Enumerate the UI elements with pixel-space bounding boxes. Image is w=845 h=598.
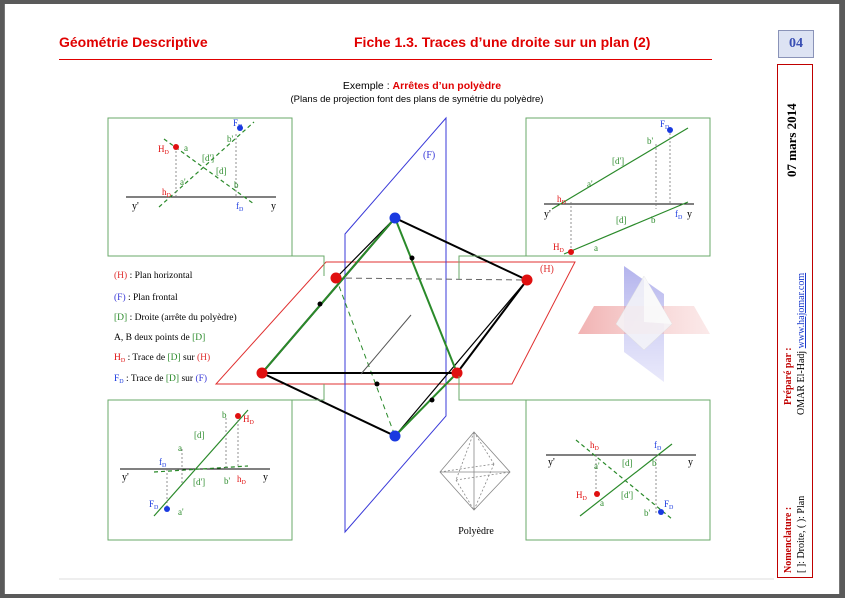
y-prime-label: y' [544,209,551,220]
y-label: y [688,457,693,468]
edge-lower-right [395,280,527,436]
label-d-prime: [d'] [612,156,625,166]
trace-hd [594,491,600,497]
label-f-d: $f_D$ [159,457,167,469]
label-h-d: $h_D$ [557,194,566,206]
main-figure [4,4,774,594]
label-b-prime: b' [224,476,231,486]
epure-box-tl [108,118,292,256]
plane-f [345,118,446,532]
line-d [154,410,248,516]
trace-point [318,302,323,307]
y-label: y [263,472,268,483]
label-hd: $H_D$ [158,144,169,156]
rendered-3d-thumbnail [578,266,710,382]
label-d-prime: [d'] [193,477,206,487]
label-d: [d] [616,215,627,225]
label-hd: $H_D$ [553,242,564,254]
legend-h: (H) : Plan horizontal [114,271,193,281]
connector-bl [292,384,324,400]
legend [114,270,237,385]
label-h-d: $h_D$ [590,440,599,452]
vertex-back [331,273,342,284]
y-label: y [687,209,692,220]
label-d: [d] [194,430,205,440]
label-b: b [651,215,656,225]
intro-highlight: Arrêtes d’un polyèdre [392,80,502,92]
hidden-edge-back [336,278,527,280]
epure-box-tr [526,118,710,256]
label-plane-h: (H) [540,264,554,275]
vertex-bottom [390,431,401,442]
label-d-prime: [d'] [202,153,215,163]
legend-d: [D] : Droite (arrête du polyèdre) [114,313,237,323]
connector-tl [292,256,324,276]
info-sidebar [777,64,813,578]
vertex-left [257,368,268,379]
author-name: OMAR El-Hadj [796,350,807,415]
subject-title: Géométrie Descriptive [59,34,208,50]
inner-axis [361,315,411,374]
page-number: 04 [778,30,814,58]
label-plane-f: (F) [423,150,436,161]
legend-f: (F) : Plan frontal [114,293,178,303]
epure-box-br [526,400,710,540]
polyhedron-caption: Polyèdre [458,526,494,537]
label-d-prime: [d'] [621,490,634,500]
label-b: b [234,180,239,190]
label-d: [d] [622,458,633,468]
label-f-d: $f_D$ [654,440,662,452]
vertex-right [522,275,533,286]
edge-d-left [262,218,395,373]
label-b: b [652,458,657,468]
label-h-d: $h_D$ [237,474,246,486]
label-a: a [178,443,182,453]
prepared-by-label: Préparé par : [783,347,794,405]
trace-fd [658,509,664,515]
label-hd: $H_D$ [243,414,254,426]
trace-point [410,256,415,261]
label-b-prime: b' [227,134,234,144]
legend-hd: $H_D$ : Trace de [D] sur (H) [114,353,211,364]
epure-box-bl [108,400,292,540]
label-fd: $F_D$ [149,499,159,511]
label-f-d: $f_D$ [236,201,244,213]
nomenclature-label: Nomenclature : [783,506,794,573]
y-prime-label: y' [548,457,555,468]
line-d [564,202,688,254]
label-fd: $F_D$ [233,118,243,130]
label-a-prime: a' [587,179,593,189]
label-a: a [594,243,598,253]
polyhedron-upper-edges [262,218,527,373]
label-a: a [184,143,188,153]
legend-fd: $F_D$ : Trace de [D] sur (F) [114,374,208,385]
y-prime-label: y' [122,472,129,483]
label-hd: $H_D$ [576,490,587,502]
author-line [796,273,807,415]
label-a-prime: a' [178,507,184,517]
sheet-date: 07 mars 2014 [784,103,799,177]
edge-d-lower [395,373,457,436]
label-h-d: $h_D$ [162,187,171,199]
intro-note: (Plans de projection font des plans de symétrie du polyèdre) [290,94,544,105]
trace-hd [235,413,241,419]
edge-d-right [395,218,457,373]
label-f-d: $f_D$ [675,209,683,221]
trace-hd [173,144,179,150]
website-link[interactable]: www.hajomar.com [796,272,807,349]
trace-point [375,382,380,387]
line-d-prime [552,128,688,209]
label-a-prime: a' [180,177,186,187]
label-a-prime: a' [594,461,600,471]
nomenclature-text: [ ]: Droite, ( ): Plan [796,495,807,573]
y-label: y [271,201,276,212]
label-d: [d] [216,166,227,176]
trace-hd [568,249,574,255]
vertex-front [452,368,463,379]
vertex-top [390,213,401,224]
intro-line [343,80,501,92]
y-prime-label: y' [132,201,139,212]
label-b-prime: b' [647,136,654,146]
label-a: a [600,498,604,508]
intro-prefix: Exemple : [342,80,393,92]
label-b: b [222,410,227,420]
trace-point [430,398,435,403]
label-fd: $F_D$ [660,119,670,131]
legend-ab: A, B deux points de [D] [114,333,206,343]
document-page [4,4,840,594]
connector-br [459,376,526,400]
label-fd: $F_D$ [664,499,674,511]
sheet-title: Fiche 1.3. Traces d’une droite sur un plan (2) [354,34,651,50]
label-b-prime: b' [644,508,651,518]
trace-fd [164,506,170,512]
polyhedron-wireframe [440,432,510,510]
